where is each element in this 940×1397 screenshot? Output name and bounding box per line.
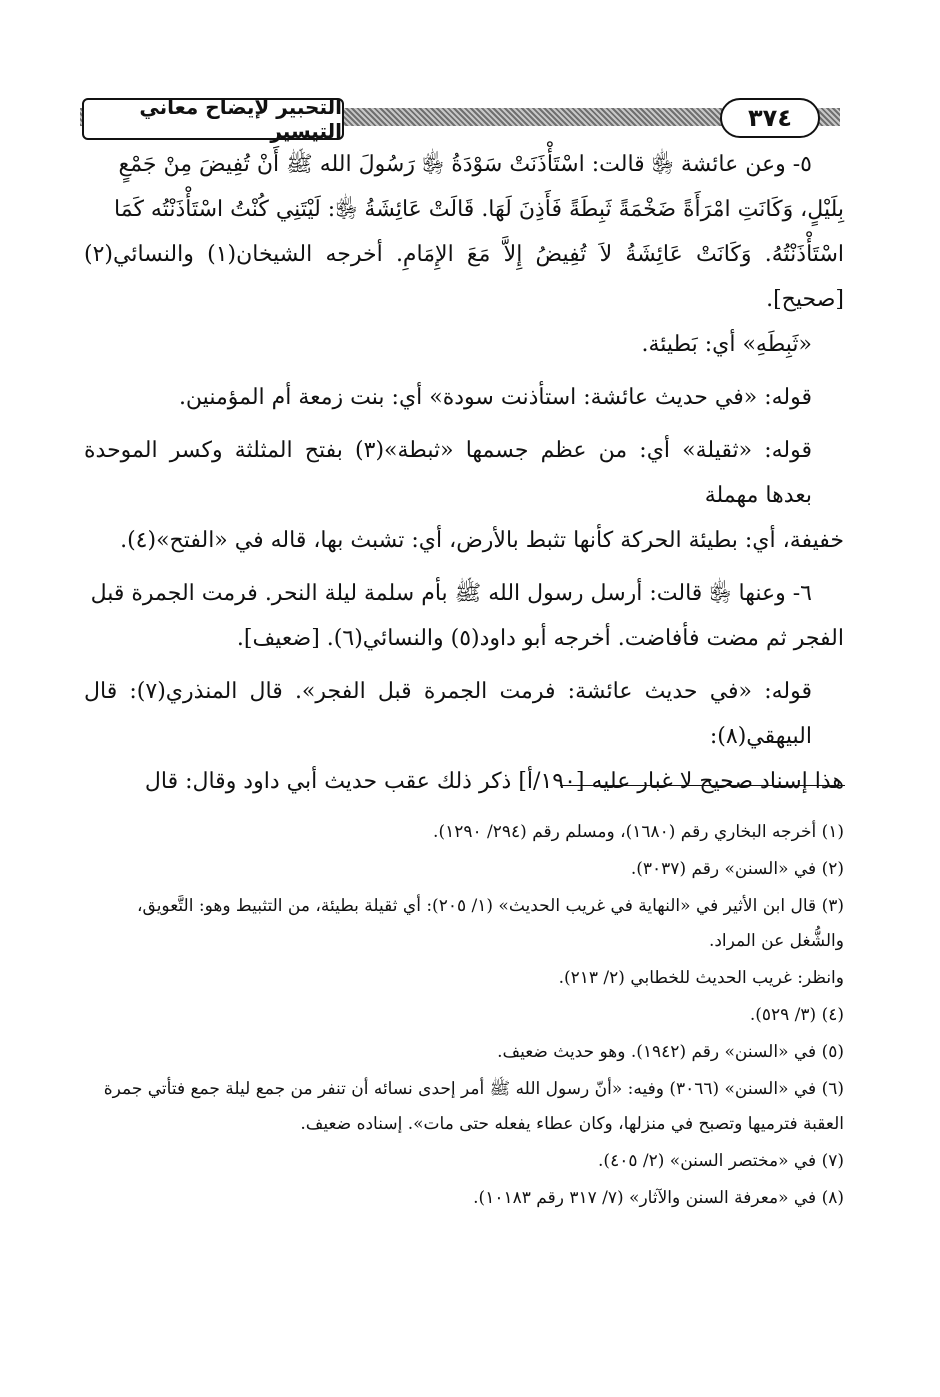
commentary-thaqila-line-1: قوله: «ثقيلة» أي: من عظم جسمها «ثبطة»(٣) بفتح المثلثة وكسر الموحدة بعدها مهملة <box>84 438 812 508</box>
footnotes-section <box>84 815 844 1216</box>
footnote-5: (٥) في «السنن» رقم (١٩٤٢). وهو حديث ضعيف. <box>497 1042 844 1062</box>
footnote-3-line-3: وانظر: غريب الحديث للخطابي (٢/ ٢١٣). <box>558 968 844 988</box>
commentary-jamra-line-2: هذا إسناد صحيح لا غبار عليه [١٩٠/أ] ذكر ذلك عقب حديث أبي داود وقال: قال <box>144 769 844 794</box>
hadith-5-line-3: اسْتَأْذَنْتُهُ. وَكَانَتْ عَائِشَةُ لاَ تُفِيضُ إِلاَّ مَعَ الإِمَامِ. أخرجه الشيخان(١) والنسائي(٢) [صحيح]. <box>84 242 844 312</box>
footnote-6-line-1: (٦) في «السنن» (٣٠٦٦) وفيه: «أنّ رسول الله ﷺ أمر إحدى نسائه أن تنفر من جمع ليلة جمع فتأتي جمرة <box>103 1079 844 1099</box>
commentary-jamra-line-1: قوله: «في حديث عائشة: فرمت الجمرة قبل الفجر». قال المنذري(٧): قال البيهقي(٨): <box>84 679 812 749</box>
footnote-3-line-1: (٣) قال ابن الأثير في «النهاية في غريب الحديث» (١/ ٢٠٥): أي ثقيلة بطيئة، من التثبيط وهو: التَّعويق، <box>137 896 844 916</box>
running-book-title: التحبير لإيضاح معاني التيسير <box>82 98 344 140</box>
footnote-6-line-2: العقبة فترميها وتصبح في منزلها، وكان عطاء يفعله حتى مات». إسناده ضعيف. <box>300 1114 844 1134</box>
commentary-thaqila-line-2: خفيفة، أي: بطيئة الحركة كأنها تثبط بالأرض، أي: تشبث بها، قاله في «الفتح»(٤). <box>120 528 844 553</box>
footnote-2: (٢) في «السنن» رقم (٣٠٣٧). <box>630 859 844 879</box>
hadith-5-line-2: بِلَيْلٍ، وَكَانَتِ امْرَأَةً ضَخْمَةً ثَبِطَةً فَأَذِنَ لَهَا. قَالَتْ عَائِشَةُ ﵂: لَيْتَنِي كُنْتُ اسْتَأْذَنْتُه كَمَا <box>114 197 844 222</box>
main-text-body <box>84 142 844 804</box>
hadith-6-line-1: ٦- وعنها ﵂ قالت: أرسل رسول الله ﷺ بأم سلمة ليلة النحر. فرمت الجمرة قبل <box>90 581 812 606</box>
hadith-5-line-1: ٥- وعن عائشة ﵂ قالت: اسْتَأْذَنَتْ سَوْدَةُ ﵂ رَسُولَ الله ﷺ أَنْ تُفِيضَ مِنْ جَمْعٍ <box>118 152 812 177</box>
page-number: ٣٧٤ <box>720 98 820 138</box>
footnote-4: (٤) (٣/ ٥٢٩). <box>749 1005 844 1025</box>
gloss-thabita: «ثَبِطَهِ» أي: بَطيئة. <box>641 332 812 357</box>
footnote-8: (٨) في «معرفة السنن والآثار» (٧/ ٣١٧ رقم ١٠١٨٣). <box>473 1188 844 1208</box>
hadith-6-line-2: الفجر ثم مضت فأفاضت. أخرجه أبو داود(٥) والنسائي(٦). [ضعيف]. <box>236 626 844 651</box>
footnote-7: (٧) في «مختصر السنن» (٢/ ٤٠٥). <box>598 1151 844 1171</box>
footnote-1: (١) أخرجه البخاري رقم (١٦٨٠)، ومسلم رقم (٢٩٤/ ١٢٩٠). <box>433 822 844 842</box>
commentary-sawda: قوله: «في حديث عائشة: استأذنت سودة» أي: بنت زمعة أم المؤمنين. <box>178 385 812 410</box>
footnote-3-line-2: والشُّغل عن المراد. <box>708 931 844 951</box>
footnote-separator <box>560 785 845 786</box>
